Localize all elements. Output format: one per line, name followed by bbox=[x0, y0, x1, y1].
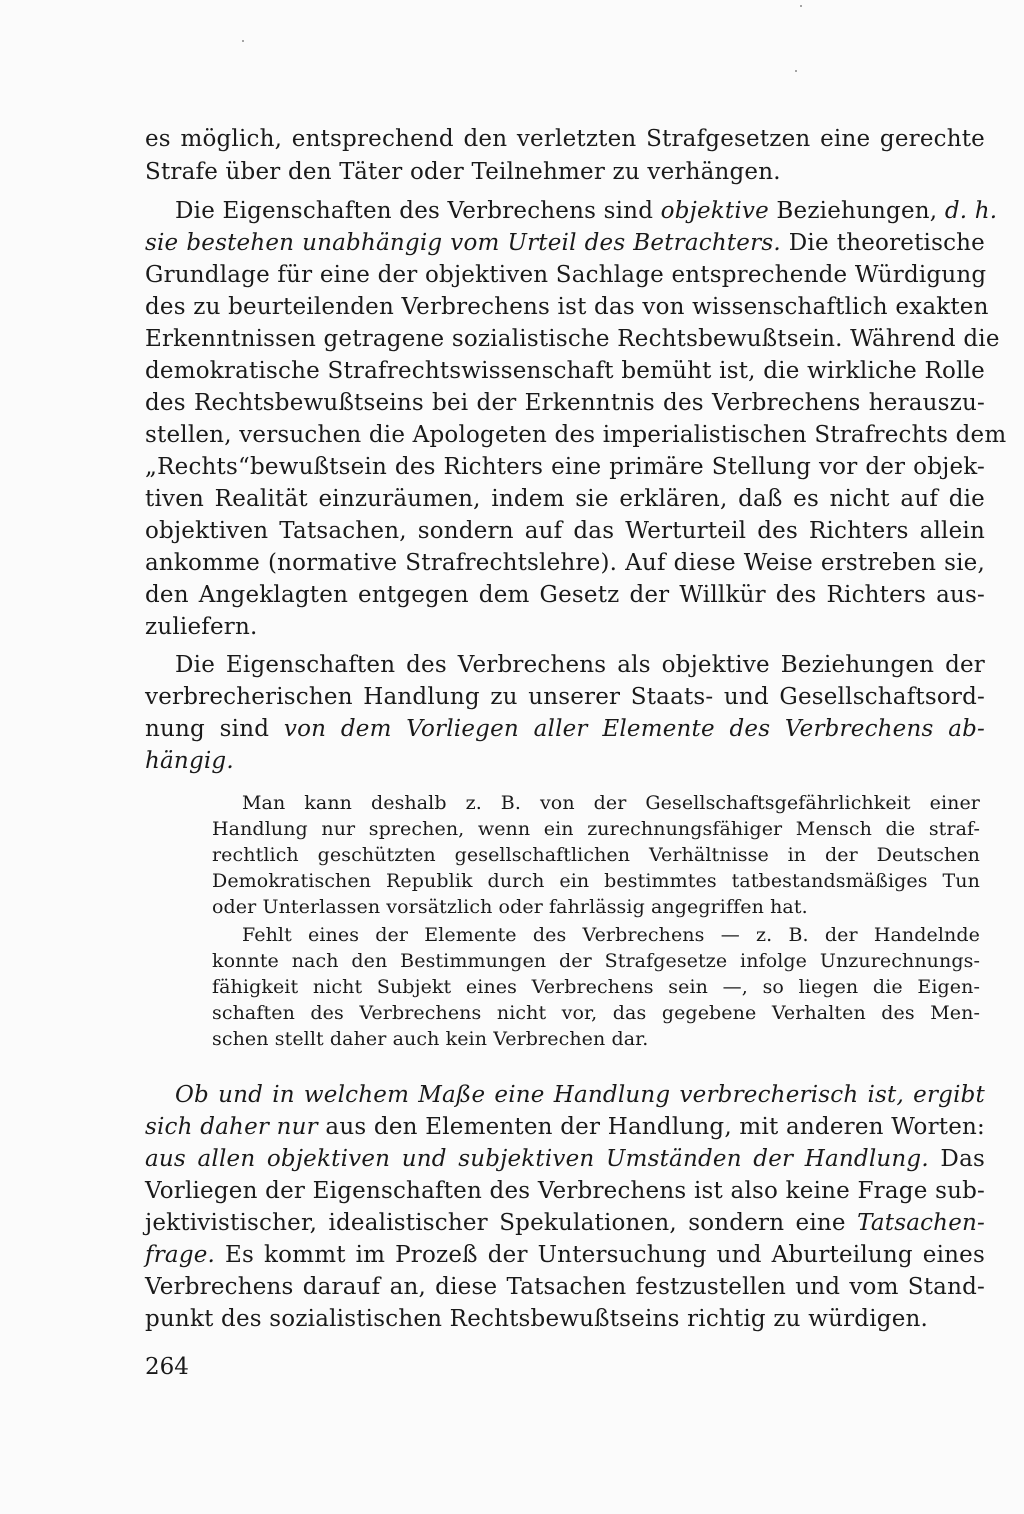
text-line bbox=[145, 746, 985, 776]
text-run: Das bbox=[928, 1146, 985, 1172]
paper-speck bbox=[795, 70, 797, 72]
text-run: Die Eigenschaften des Verbrechens sind bbox=[175, 198, 661, 224]
page-number: 264 bbox=[145, 1354, 189, 1380]
italic-emphasis: sich daher nur bbox=[145, 1114, 318, 1140]
text-line: des Rechtsbewußtseins bei der Erkenntnis des Verbrechens herauszu- bbox=[145, 390, 985, 416]
paper-speck bbox=[242, 40, 244, 42]
small-print-line: schen stellt daher auch kein Verbrechen dar. bbox=[212, 1028, 649, 1050]
text-line bbox=[145, 228, 985, 258]
text-line: objektiven Tatsachen, sondern auf das Werturteil des Richters allein bbox=[145, 518, 985, 544]
italic-emphasis: Ob und in welchem Maße eine Handlung verbrecherisch ist, ergibt bbox=[175, 1082, 985, 1108]
italic-emphasis: frage. bbox=[145, 1242, 216, 1268]
small-print-line: Handlung nur sprechen, wenn ein zurechnungsfähiger Mensch die straf- bbox=[212, 818, 980, 840]
small-print-line: oder Unterlassen vorsätzlich oder fahrlässig angegriffen hat. bbox=[212, 896, 808, 918]
text-line: es möglich, entsprechend den verletzten Strafgesetzen eine gerechte bbox=[145, 126, 985, 152]
small-print-line: Demokratischen Republik durch ein bestimmtes tatbestandsmäßiges Tun bbox=[212, 870, 980, 892]
small-print-line: fähigkeit nicht Subjekt eines Verbrechens sein —, so liegen die Eigen- bbox=[212, 976, 980, 998]
text-line bbox=[145, 1240, 985, 1270]
text-line: demokratische Strafrechtswissenschaft bemüht ist, die wirkliche Rolle bbox=[145, 358, 985, 384]
text-line: Erkenntnissen getragene sozialistische Rechtsbewußtsein. Während die bbox=[145, 326, 1000, 352]
small-print-line: rechtlich geschützten gesellschaftlichen Verhältnisse in der Deutschen bbox=[212, 844, 980, 866]
small-print-line: Man kann deshalb z. B. von der Gesellschaftsgefährlichkeit einer bbox=[242, 792, 980, 814]
italic-emphasis: sie bestehen unabhängig vom Urteil des Betrachters. bbox=[145, 230, 781, 256]
italic-emphasis: d. h. bbox=[944, 198, 998, 224]
text-run: Die theoretische bbox=[780, 230, 985, 256]
text-run: aus den Elementen der Handlung, mit anderen Worten: bbox=[317, 1114, 985, 1140]
text-line bbox=[145, 1144, 985, 1174]
small-print-line: Fehlt eines der Elemente des Verbrechens — z. B. der Handelnde bbox=[242, 924, 980, 946]
text-line: zuliefern. bbox=[145, 614, 258, 640]
text-line: des zu beurteilenden Verbrechens ist das von wissenschaftlich exakten bbox=[145, 294, 989, 320]
text-line: stellen, versuchen die Apologeten des imperialistischen Strafrechts dem bbox=[145, 422, 1007, 448]
text-line: „Rechts“bewußtsein des Richters eine primäre Stellung vor der objek- bbox=[145, 454, 985, 480]
small-print-line: konnte nach den Bestimmungen der Strafgesetze infolge Unzurechnungs- bbox=[212, 950, 980, 972]
text-line bbox=[145, 1208, 985, 1238]
text-run: Es kommt im Prozeß der Untersuchung und Aburteilung eines bbox=[215, 1242, 985, 1268]
text-run: jektivistischer, idealistischer Spekulationen, sondern eine bbox=[145, 1210, 858, 1236]
paper-speck bbox=[800, 5, 802, 7]
text-line: Vorliegen der Eigenschaften des Verbrechens ist also keine Frage sub- bbox=[145, 1178, 985, 1204]
text-line: tiven Realität einzuräumen, indem sie erklären, daß es nicht auf die bbox=[145, 486, 985, 512]
text-line: ankomme (normative Strafrechtslehre). Auf diese Weise erstreben sie, bbox=[145, 550, 985, 576]
text-line: den Angeklagten entgegen dem Gesetz der Willkür des Richters aus- bbox=[145, 582, 985, 608]
text-line: punkt des sozialistischen Rechtsbewußtseins richtig zu würdigen. bbox=[145, 1306, 929, 1332]
text-line bbox=[145, 1112, 985, 1142]
italic-emphasis: von dem Vorliegen aller Elemente des Verbrechens ab- bbox=[283, 716, 985, 742]
text-line bbox=[145, 714, 985, 744]
text-line: Strafe über den Täter oder Teilnehmer zu verhängen. bbox=[145, 159, 781, 185]
text-line: Die Eigenschaften des Verbrechens als objektive Beziehungen der bbox=[175, 652, 985, 678]
italic-emphasis: Tatsachen- bbox=[857, 1210, 985, 1236]
text-line: Verbrechens darauf an, diese Tatsachen festzustellen und vom Stand- bbox=[145, 1274, 985, 1300]
text-line: Grundlage für eine der objektiven Sachlage entsprechende Würdigung bbox=[145, 262, 987, 288]
italic-emphasis: aus allen objektiven und subjektiven Umständen der Handlung. bbox=[145, 1146, 929, 1172]
small-print-line: schaften des Verbrechens nicht vor, das gegebene Verhalten des Men- bbox=[212, 1002, 980, 1024]
italic-emphasis: hängig. bbox=[145, 748, 234, 774]
text-run: nung sind bbox=[145, 716, 284, 742]
text-line bbox=[175, 1080, 985, 1110]
text-line bbox=[175, 196, 998, 226]
text-line: verbrecherischen Handlung zu unserer Staats- und Gesellschaftsord- bbox=[145, 684, 985, 710]
text-run: Beziehungen, bbox=[768, 198, 945, 224]
italic-emphasis: objektive bbox=[660, 198, 769, 224]
